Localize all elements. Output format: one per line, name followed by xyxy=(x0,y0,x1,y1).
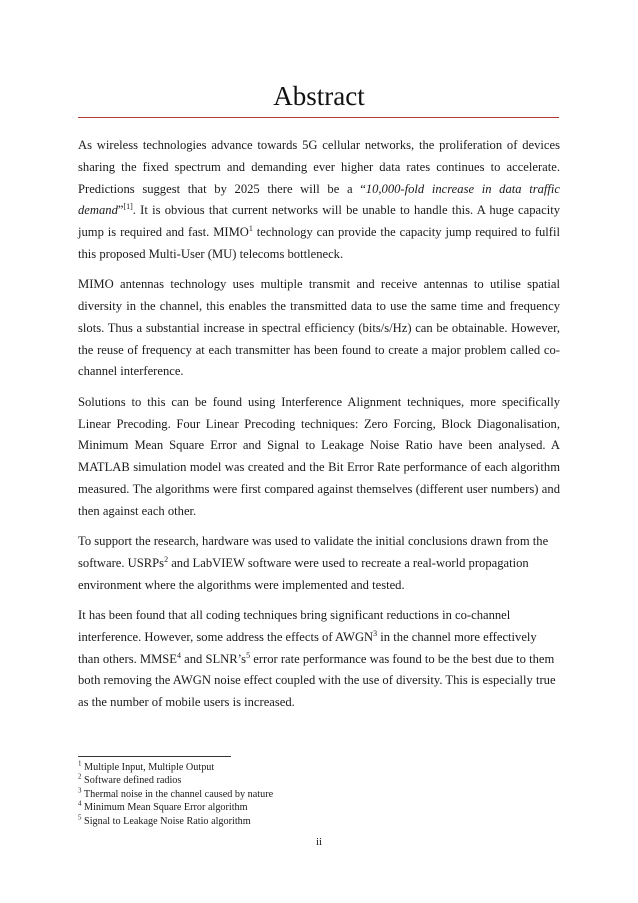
footnote-text: Signal to Leakage Noise Ratio algorithm xyxy=(84,815,251,827)
footnote-ref: 3 xyxy=(373,628,378,638)
paragraph-1 xyxy=(78,135,560,266)
footnotes xyxy=(78,761,558,828)
paragraph-5 xyxy=(78,605,560,714)
footnote-item xyxy=(78,788,558,801)
footnote-text: Thermal noise in the channel caused by nature xyxy=(83,788,274,800)
paragraph-text: error rate performance was found to be the best due to them both removing the AWGN noise effect coupled with the use of diversity. This is especially true as the number of mobile users is increased. xyxy=(78,651,556,710)
paragraph-text: To support the research, hardware was used to validate the initial conclusions drawn from the software. USRPs xyxy=(78,534,549,570)
footnote-item xyxy=(78,801,558,814)
footnote-item xyxy=(78,774,558,787)
abstract-body xyxy=(78,135,560,722)
page-title: Abstract xyxy=(273,81,365,111)
citation-ref: [1] xyxy=(123,202,133,212)
paragraph-text: As wireless technologies advance towards 5G cellular networks, the proliferation of devices sharing the fixed spectrum and demanding ever higher data rates continues to accelerate. Predictions suggest that by 2025 there will be a “ xyxy=(78,138,560,196)
footnote-number: 3 xyxy=(78,786,82,795)
footnote-text: Software defined radios xyxy=(84,775,182,787)
footnote-ref: 1 xyxy=(248,224,253,233)
paragraph-text: . It is obvious that current networks will be unable to handle this. A huge capacity jump is required and fast. MIMO xyxy=(78,203,560,240)
footnote-item xyxy=(78,815,558,828)
footnote-number: 2 xyxy=(78,773,82,782)
paragraph-text: and SLNR’s xyxy=(181,651,247,666)
footnote-number: 4 xyxy=(78,799,82,808)
footnote-ref: 4 xyxy=(177,650,181,660)
paragraph-text: technology can provide the capacity jump required to fulfil this proposed Multi-User (MU) telecoms bottleneck. xyxy=(78,225,560,261)
paragraph-3: Solutions to this can be found using Interference Alignment techniques, more specifically Linear Precoding. Four Linear Precoding techniques: Zero Forcing, Block Diagonalisation, Minimum Mean Square Error and Signal to Leakage Noise Ratio have been analysed. A MATLAB simulation model was created and the Bit Error Rate performance of each algorithm measured. The algorithms were first compared against themselves (different user numbers) and then against each other. xyxy=(78,394,560,518)
footnote-ref: 5 xyxy=(246,650,251,660)
paragraph-text: It has been found that all coding techniques bring significant reductions in co-channel interference. However, some address the effects of AWGN xyxy=(78,607,511,644)
paragraph-text: in the channel more effectively than others. MMSE xyxy=(78,629,537,666)
footnote-number: 1 xyxy=(78,759,82,768)
quoted-text: 10,000-fold increase in data traffic demand xyxy=(78,181,560,218)
footnote-number: 5 xyxy=(78,813,82,822)
page-number: ii xyxy=(315,836,323,848)
footnote-ref: 2 xyxy=(164,554,169,564)
paragraph-2: MIMO antennas technology uses multiple transmit and receive antennas to utilise spatial diversity in the channel, this enables the transmitted data to use the same time and frequency slots. Thus a substantial increase in spectral efficiency (bits/s/Hz) can be obtainable. However, the reuse of frequency at each transmitter has been found to create a major problem called co-channel interference. xyxy=(78,277,560,379)
footnote-item xyxy=(78,761,558,774)
paragraph-text: ” xyxy=(117,203,124,218)
paragraph-text: and LabVIEW software were used to recreate a real-world propagation environment where the algorithms were implemented and tested. xyxy=(78,555,529,592)
footnote-text: Minimum Mean Square Error algorithm xyxy=(84,802,248,814)
footnote-text: Multiple Input, Multiple Output xyxy=(84,762,215,773)
title-underline xyxy=(78,117,559,118)
footnote-separator xyxy=(78,756,231,757)
paragraph-4 xyxy=(78,531,560,596)
